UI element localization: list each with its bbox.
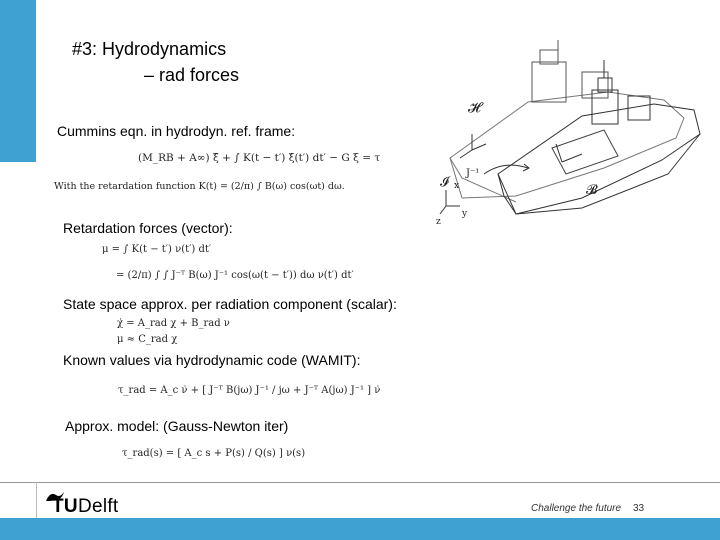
slide-title <box>72 36 239 88</box>
section-retardation-heading: Retardation forces (vector): <box>63 220 233 236</box>
title-line-2: – rad forces <box>144 65 240 85</box>
ship-diagram <box>432 38 710 228</box>
frame-b-label: 𝓑 <box>586 183 598 198</box>
jinv-label: J⁻¹ <box>466 168 480 179</box>
footer-divider <box>0 482 720 483</box>
section-cummins-heading: Cummins eqn. in hydrodyn. ref. frame: <box>57 123 296 139</box>
title-line-1: #3: Hydrodynamics <box>72 39 227 59</box>
equation-cummins: (M_RB + A∞) ξ̈ + ∫ K(t − t′) ξ̇(t′) dt′ − G ξ = τ <box>138 152 381 164</box>
axis-z-label: z <box>436 217 441 227</box>
equation-wamit: τ_rad = A_c ν̇ + [ J⁻ᵀ B(jω) J⁻¹ / jω + J⁻ᵀ A(jω) J⁻¹ ] ν̇ <box>118 385 381 396</box>
section-wamit-heading: Known values via hydrodynamic code (WAMIT): <box>63 352 361 368</box>
logo-delft: Delft <box>77 496 119 517</box>
footer-left-divider <box>36 482 37 522</box>
frame-h-label: 𝓗 <box>468 100 481 116</box>
axis-y-label: y <box>462 209 468 219</box>
frame-i-label: 𝓘 <box>440 175 449 190</box>
equation-approx-model: τ_rad(s) = [ A_c s + P(s) / Q(s) ] ν(s) <box>122 448 306 459</box>
equation-retardation-2: = (2/π) ∫ ∫ J⁻ᵀ B(ω) J⁻¹ cos(ω(t − t′)) dω ν(t′) dt′ <box>116 270 354 281</box>
equation-retardation-function: With the retardation function K(t) = (2/π) ∫ B(ω) cos(ωt) dω. <box>54 181 345 192</box>
axis-x-label: x <box>454 181 460 191</box>
equation-statespace-2: μ ≈ C_rad χ <box>117 334 178 345</box>
page-number: 33 <box>633 503 645 514</box>
equation-retardation-1: μ = ∫ K(t − t′) ν(t′) dt′ <box>102 244 212 255</box>
bottom-accent-bar <box>0 518 720 540</box>
tu-delft-logo <box>52 496 119 518</box>
section-statespace-heading: State space approx. per radiation component (scalar): <box>63 296 397 312</box>
section-approx-heading: Approx. model: (Gauss-Newton iter) <box>65 418 289 434</box>
equation-statespace-1: χ̇ = A_rad χ + B_rad ν <box>117 318 230 329</box>
footer-slogan: Challenge the future <box>531 503 622 514</box>
logo-tu: TU <box>52 496 78 517</box>
accent-bar <box>0 0 36 162</box>
